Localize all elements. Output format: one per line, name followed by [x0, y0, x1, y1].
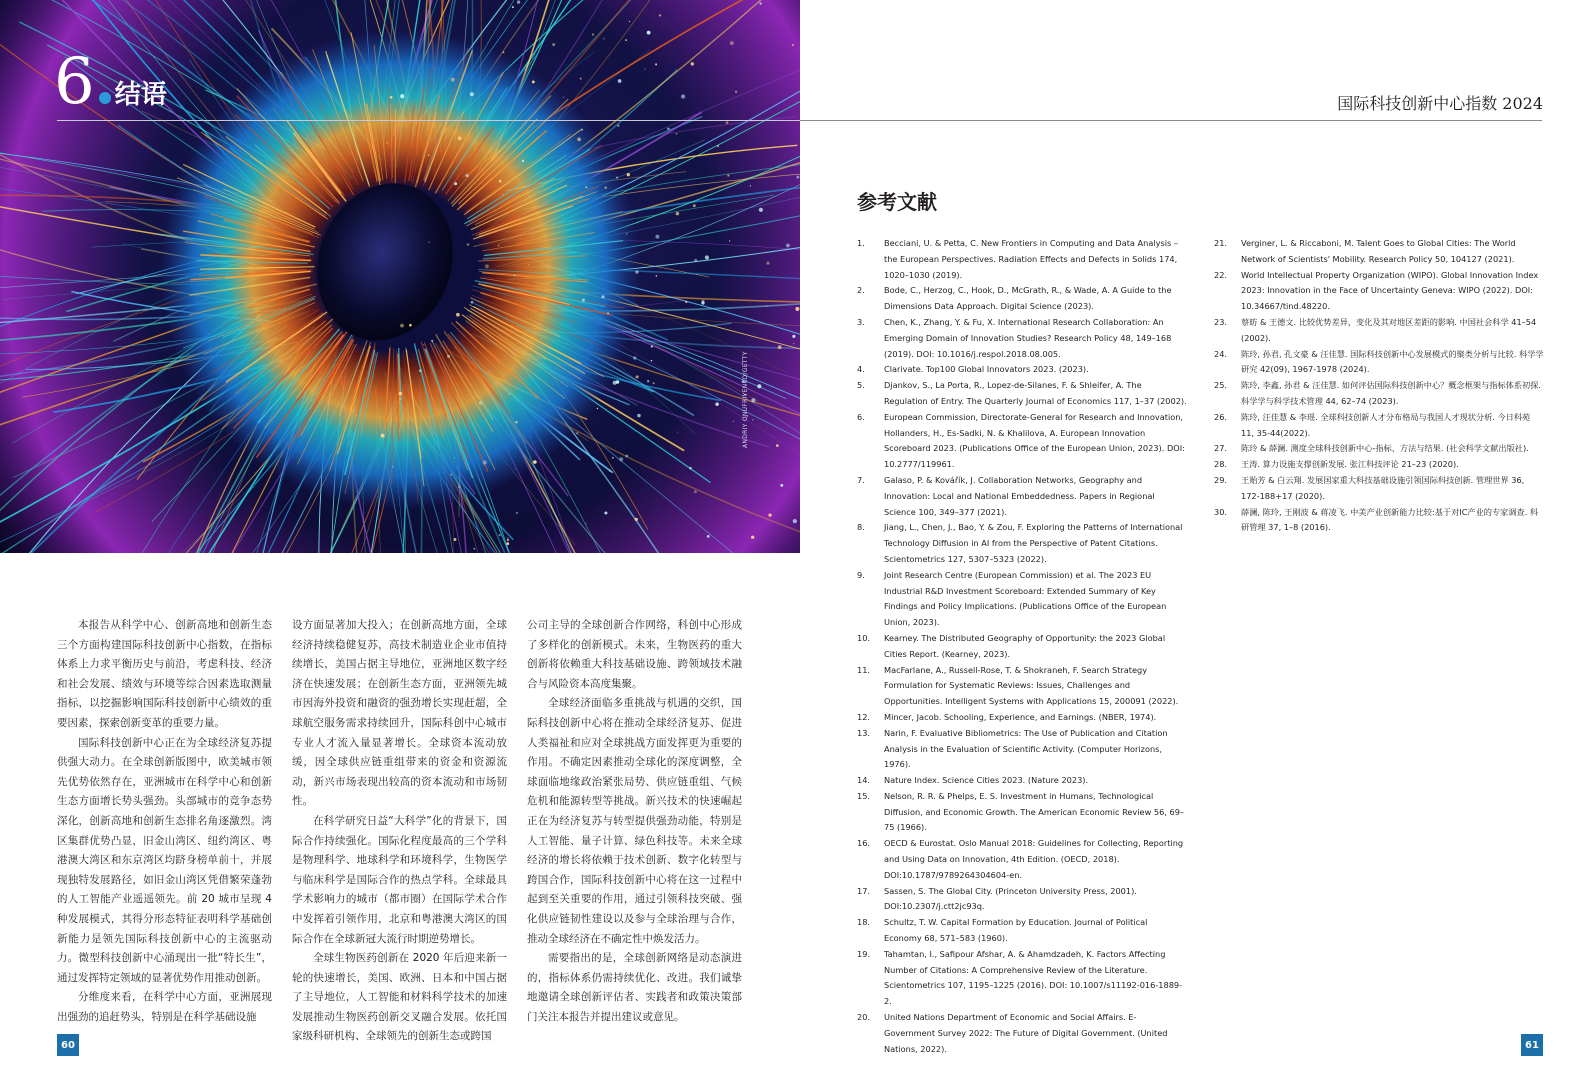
sparkle-dot [580, 78, 582, 80]
sparkle-dot [447, 355, 450, 358]
paragraph: 全球生物医药创新在 2020 年后迎来新一轮的快速增长，美国、欧洲、日本和中国占据了主导地位，人工智能和材料科学技术的加速发展推动生物医药创新交叉融合发展。依托国家级科研机构、全球领先的创新生态或跨国 [292, 952, 507, 1043]
sparkle-dot [693, 204, 696, 207]
reference-number: 14. [857, 775, 871, 786]
sparkle-dot [508, 393, 509, 394]
sparkle-dot [727, 174, 729, 176]
sparkle-dot [707, 535, 710, 538]
sparkle-dot [750, 185, 751, 186]
sparkle-dot [515, 468, 516, 469]
sparkle-dot [498, 245, 500, 247]
sparkle-dot [796, 176, 799, 179]
reference-text: Mincer, Jacob. Schooling, Experience, and Earnings. (NBER, 1974). [884, 711, 1157, 722]
sparkle-dot [429, 242, 430, 243]
sparkle-dot [399, 392, 402, 395]
sparkle-dot [667, 128, 669, 130]
reference-item [857, 473, 1187, 520]
reference-item [857, 947, 1187, 1010]
sparkle-dot [627, 173, 630, 176]
sparkle-dot [751, 536, 754, 539]
chapter-title: 结语 [114, 80, 167, 110]
sparkle-dot [390, 96, 393, 99]
reference-text: 薛澜, 陈玲, 王刚波 & 蒋凌飞. 中美产业创新能力比较:基于对IC产业的专家调查. 科研管理 37, 1–8 (2016). [1241, 506, 1539, 533]
sparkle-dot [465, 174, 468, 177]
reference-number: 11. [857, 664, 871, 675]
sparkle-dot [552, 43, 555, 46]
reference-number: 3. [857, 316, 865, 327]
reference-item [1214, 315, 1544, 347]
sparkle-dot [676, 212, 680, 216]
reference-number: 16. [857, 838, 871, 849]
sparkle-dot [701, 301, 704, 304]
sparkle-dot [592, 33, 594, 35]
sparkle-dot [778, 345, 782, 349]
reference-text: MacFarlane, A., Russell-Rose, T. & Shokraneh, F. Search Strategy Formulation for Systematic Reviews: Issues, Challenges and Opportunities. Intelligent Systems with Applications 15, 200091 (2022). [884, 664, 1179, 707]
sparkle-dot [499, 180, 502, 183]
chapter-number: 6 [54, 45, 95, 119]
sparkle-dot [759, 208, 763, 212]
sparkle-dot [735, 91, 737, 93]
sparkle-dot [766, 305, 767, 306]
sparkle-dot [514, 274, 516, 276]
body-column-3 [527, 616, 742, 1027]
sparkle-dot [423, 344, 424, 345]
paragraph: 公司主导的全球创新合作网络，科创中心形成了多样化的创新模式。未来，生物医药的重大创新将依赖重大科技基础设施、跨领域技术融合与风险资本高度集聚。 [527, 619, 742, 690]
reference-text: Nelson, R. R. & Phelps, E. S. Investment in Humans, Technological Diffusion, and Economic Growth. The American Economic Review 56, 69–75 (1966). [884, 790, 1185, 833]
reference-number: 10. [857, 632, 871, 643]
sparkle-dot [733, 421, 734, 422]
sparkle-dot [795, 307, 799, 311]
sparkle-dot [653, 382, 655, 384]
sparkle-dot [563, 96, 564, 97]
sparkle-dot [507, 537, 509, 539]
sparkle-dot [458, 486, 460, 488]
sparkle-dot [386, 142, 388, 144]
reference-text: Tahamtan, I., Safipour Afshar, A. & Ahamdzadeh, K. Factors Affecting Number of Citations: A Comprehensive Review of the Literature. Scientometrics 107, 1195–1225 (2016). DOI: 10.1007/s11192-016-1889-2. [884, 948, 1183, 1007]
sparkle-dot [577, 138, 581, 142]
reference-text: Schultz, T. W. Capital Formation by Education. Journal of Political Economy 68, 571–583 (1960). [884, 917, 1148, 944]
sparkle-dot [633, 356, 636, 359]
sparkle-dot [454, 457, 455, 458]
reference-item [1214, 236, 1544, 268]
sparkle-dot [576, 432, 578, 434]
reference-item [857, 726, 1187, 773]
sparkle-dot [689, 467, 692, 470]
sparkle-dot [685, 301, 687, 303]
sparkle-dot [694, 490, 697, 493]
reference-number: 28. [1214, 459, 1228, 470]
sparkle-dot [647, 380, 649, 382]
sparkle-dot [409, 324, 412, 327]
reference-item [857, 283, 1187, 315]
sparkle-dot [450, 474, 451, 475]
reference-text: Djankov, S., La Porta, R., Lopez-de-Silanes, F. & Shleifer, A. The Regulation of Entry. The Quarterly Journal of Economics 117, 1–37 (2002). [884, 380, 1187, 406]
reference-item [1214, 505, 1544, 537]
reference-item [857, 915, 1187, 947]
sparkle-dot [532, 80, 535, 83]
reference-text: Chen, K., Zhang, Y. & Fu, X. International Research Collaboration: An Emerging Domain of Innovation Studies? Research Policy 48, 149–168 (2019). DOI: 10.1016/j.respol.2018.08.005. [884, 316, 1172, 359]
sparkle-dot [659, 14, 661, 16]
reference-number: 7. [857, 474, 865, 485]
reference-number: 26. [1214, 411, 1228, 422]
reference-number: 20. [857, 1012, 871, 1023]
reference-text: Galaso, P. & Kovářík, J. Collaboration Networks, Geography and Innovation: Local and National Embeddedness. Papers in Regional Science 100, 349–377 (2021). [884, 474, 1155, 517]
sparkle-dot [757, 384, 761, 388]
sparkle-dot [619, 457, 623, 461]
header-rule [57, 120, 1542, 121]
reference-item [857, 663, 1187, 710]
reference-number: 30. [1214, 506, 1228, 517]
sparkle-dot [792, 44, 794, 46]
reference-text: Verginer, L. & Riccaboni, M. Talent Goes to Global Cities: The World Network of Scientists' Mobility. Research Policy 50, 104127 (2021). [1241, 238, 1516, 264]
sparkle-dot [676, 133, 678, 135]
running-title: 国际科技创新中心指数 2024 [1337, 94, 1543, 113]
reference-number: 29. [1214, 474, 1228, 485]
reference-item [1214, 378, 1544, 410]
reference-number: 22. [1214, 269, 1228, 280]
reference-number: 17. [857, 885, 871, 896]
sparkle-dot [786, 244, 790, 248]
reference-number: 12. [857, 711, 871, 722]
sparkle-dot [618, 79, 622, 83]
reference-number: 19. [857, 948, 871, 959]
reference-text: Narin, F. Evaluative Bibliometrics: The Use of Publication and Citation Analysis in the Evaluation of Scientific Activity. (Computer Horizons, 1976). [884, 727, 1168, 770]
sparkle-dot [605, 187, 607, 189]
sparkle-dot [651, 360, 652, 361]
reference-item [857, 884, 1187, 916]
paragraph: 国际科技创新中心正在为全球经济复苏提供强大动力。在全球创新版图中，欧美城市领先优势依然存在，亚洲城市在科学中心和创新生态方面增长势头强劲。头部城市的竞争态势深化，创新高地和创新生态排名角逐激烈。湾区集群优势凸显，旧金山湾区、纽约湾区、粤港澳大湾区和东京湾区均跻身榜单前十，并展现独特发展路径，如旧金山湾区凭借繁荣蓬勃的人工智能产业遥遥领先。前 20 城市呈现 4 种发展模式，其得分形态特征表明科学基础创新能力是领先国际科技创新中心的主流驱动力。微型科技创新中心涌现出一批“特长生”，通过发挥特定领域的显著优势作用推动创新。 [57, 736, 272, 984]
reference-item [857, 710, 1187, 726]
sparkle-dot [635, 270, 639, 274]
reference-text: Joint Research Centre (European Commission) et al. The 2023 EU Industrial R&D Investment Scoreboard: Extended Summary of Key Findings and Policy Implications. (Publications Office of the European Union, 2023). [884, 569, 1167, 628]
sparkle-dot [717, 145, 719, 147]
reference-item [1214, 441, 1544, 457]
sparkle-dot [617, 125, 619, 127]
page-number-right: 61 [1521, 1034, 1543, 1056]
reference-number: 24. [1214, 348, 1228, 359]
sparkle-dot [726, 121, 729, 124]
reference-item [857, 773, 1187, 789]
sparkle-dot [515, 421, 517, 423]
sparkle-dot [458, 136, 462, 140]
reference-item [857, 315, 1187, 362]
references-column-2 [1214, 236, 1544, 536]
sparkle-dot [609, 470, 610, 471]
references-column-1 [857, 236, 1187, 1057]
sparkle-dot [793, 519, 797, 523]
reference-text: Clarivate. Top100 Global Innovators 2023. (2023). [884, 364, 1089, 375]
sparkle-dot [729, 240, 730, 241]
paragraph: 全球经济面临多重挑战与机遇的交织，国际科技创新中心将在推动全球经济复苏、促进人类福祉和应对全球挑战方面发挥更为重要的作用。不确定因素推动全球化的深度调整，全球面临地缘政治紧张局势、供应链重组、气候危机和能源转型等挑战。新兴技术的快速崛起正在为经济复苏与转型提供强劲动能，特别是人工智能、量子计算、绿色科技等。未来全球经济的增长将依赖于技术创新、数字化转型与跨国合作，国际科技创新中心将在这一过程中起到至关重要的作用，通过引领科技突破、强化供应链韧性建设以及参与全球治理与合作，推动全球经济在不确定性中焕发活力。 [527, 697, 742, 945]
sparkle-dot [533, 460, 537, 464]
sparkle-dot [516, 512, 518, 514]
reference-number: 4. [857, 364, 865, 375]
sparkle-dot [419, 369, 422, 372]
reference-text: United Nations Department of Economic and Social Affairs. E-Government Survey 2022: The Future of Digital Government. (United Nations, 2022). [884, 1012, 1168, 1054]
sparkle-dot [431, 340, 433, 342]
sparkle-dot [597, 408, 598, 409]
chapter-heading [54, 45, 167, 119]
sparkle-dot [612, 457, 614, 459]
sparkle-dot [400, 324, 404, 328]
sparkle-dot [470, 92, 474, 96]
sparkle-dot [792, 335, 795, 338]
reference-item [857, 410, 1187, 473]
sparkle-dot [586, 523, 587, 524]
sparkle-dot [677, 432, 678, 433]
sparkle-dot [694, 259, 697, 262]
reference-text: 陈玲 & 薛澜. 测度全球科技创新中心-指标、方法与结果. (社会科学文献出版社). [1241, 443, 1529, 454]
paragraph: 分维度来看，在科学中心方面，亚洲展现出强劲的追赶势头，特别是在科学基础设施 [57, 991, 272, 1023]
sparkle-dot [451, 78, 455, 82]
sparkle-dot [681, 94, 685, 98]
sparkle-dot [768, 513, 771, 516]
reference-item [1214, 347, 1544, 379]
references-heading: 参考文献 [857, 190, 937, 214]
paragraph: 在科学研究日益“大科学”化的背景下，国际合作持续强化。国际化程度最高的三个学科是物理科学、地球科学和环境科学，生物医学与临床科学是国际合作的热点学科。全球最具学术影响力的城市（都市圈）在国际学术合作中发挥着引领作用，北京和粤港澳大湾区的国际合作在全球新冠大流行时期逆势增长。 [292, 814, 507, 945]
reference-text: 王贻芳 & 白云翔. 发展国家重大科技基础设施引领国际科技创新. 管理世界 36, 172-188+17 (2020). [1241, 474, 1525, 501]
sparkle-dot [603, 38, 604, 39]
sparkle-dot [456, 313, 460, 317]
sparkle-dot [506, 542, 509, 545]
reference-item [857, 378, 1187, 410]
sparkle-dot [392, 466, 394, 468]
reference-text: Kearney. The Distributed Geography of Opportunity: the 2023 Global Cities Report. (Kearney, 2023). [884, 632, 1166, 659]
header-rule-over-image [57, 120, 800, 121]
sparkle-dot [483, 460, 487, 464]
paragraph: 需要指出的是，全球创新网络是动态演进的，指标体系仍需持续优化、改进。我们诚挚地邀请全球创新评估者、实践者和政策决策部门关注本报告并提出建议或意见。 [527, 952, 742, 1023]
sparkle-dot [766, 262, 769, 265]
reference-text: European Commission, Directorate-General for Research and Innovation, Hollanders, H., Es-Sadki, N. & Khalilova, A. European Innovation Scoreboard 2023. (Publications Office of the European Union, 2023). DOI: 10.2777/119961. [884, 411, 1185, 470]
sparkle-dot [644, 68, 645, 69]
reference-number: 21. [1214, 238, 1228, 248]
sparkle-dot [601, 295, 604, 298]
reference-number: 13. [857, 727, 871, 738]
sparkle-dot [780, 484, 783, 487]
sparkle-dot [400, 94, 404, 98]
sparkle-dot [502, 194, 504, 196]
reference-item [1214, 457, 1544, 473]
sparkle-dot [467, 243, 470, 246]
sparkle-dot [503, 51, 505, 53]
sparkle-dot [635, 518, 638, 521]
reference-item [1214, 268, 1544, 315]
paragraph: 本报告从科学中心、创新高地和创新生态三个方面构建国际科技创新中心指数，在指标体系上力求平衡历史与前沿，考虑科技、经济和社会发展、绩效与环境等综合因素选取测量指标，以挖掘影响国际科技创新中心绩效的重要因素，探索创新变革的重要力量。 [57, 619, 272, 729]
reference-number: 27. [1214, 443, 1228, 454]
reference-text: 陈玲, 李鑫, 孙君 & 汪佳慧. 如何评估国际科技创新中心？概念框架与指标体系初探. 科学学与科学技术管理 44, 62–74 (2023). [1241, 380, 1541, 406]
reference-text: Nature Index. Science Cities 2023. (Nature 2023). [884, 775, 1089, 786]
sparkle-dot [473, 548, 475, 550]
sparkle-dot [381, 434, 385, 438]
reference-number: 6. [857, 411, 865, 422]
reference-item [857, 836, 1187, 883]
sparkle-dot [655, 235, 659, 239]
reference-item [1214, 410, 1544, 442]
sparkle-dot [616, 380, 620, 384]
reference-number: 1. [857, 238, 865, 248]
reference-number: 18. [857, 917, 871, 928]
reference-text: Becciani, U. & Petta, C. New Frontiers in Computing and Data Analysis – the European Perspectives. Radiation Effects and Defects in Solids 174, 1020–1030 (2019). [884, 238, 1178, 280]
sparkle-dot [691, 62, 694, 65]
reference-text: 陈玲, 孙君, 孔文豪 & 汪佳慧. 国际科技创新中心发展模式的聚类分析与比较. 科学学研究 42(09), 1967-1978 (2024). [1241, 348, 1544, 375]
sparkle-dot [485, 264, 489, 268]
sparkle-dot [637, 414, 640, 417]
sparkle-dot [625, 455, 628, 458]
sparkle-dot [471, 301, 474, 304]
sparkle-dot [625, 39, 627, 41]
sparkle-dot [752, 419, 753, 420]
reference-text: Bode, C., Herzog, C., Hook, D., McGrath, R., & Wade, A. A Guide to the Dimensions Data Approach. Digital Science (2023). [884, 285, 1172, 312]
sparkle-dot [647, 31, 651, 35]
sparkle-dot [655, 63, 657, 65]
paragraph: 设方面显著加大投入；在创新高地方面，全球经济持续稳健复苏，高技术制造业企业市值持续增长，美国占据主导地位，亚洲地区数字经济在快速发展；在创新生态方面，亚洲领先城市因海外投资和融资的强劲增长实现赶超，全球航空服务需求持续回升，国际科创中心城市专业人才流入量显著增长。全球资本流动放缓，因全球供应链重组带来的资金和资源流动，新兴市场表现出较高的资本流动和市场韧性。 [292, 619, 507, 808]
sparkle-dot [607, 312, 609, 314]
sparkle-dot [616, 177, 618, 179]
reference-number: 9. [857, 569, 865, 580]
reference-item [857, 520, 1187, 567]
reference-text: 王涛. 算力设施支撑创新发展. 张江科技评论 21–23 (2020). [1241, 459, 1459, 470]
sparkle-dot [793, 343, 794, 344]
sparkle-dot [400, 398, 401, 399]
sparkle-dot [528, 264, 529, 265]
sparkle-dot [730, 41, 734, 45]
sparkle-dot [759, 2, 761, 4]
sparkle-dot [454, 182, 457, 185]
reference-number: 25. [1214, 380, 1228, 391]
sparkle-dot [636, 375, 639, 378]
chapter-dot-icon [99, 92, 111, 104]
reference-item [857, 236, 1187, 283]
sparkle-dot [581, 129, 583, 131]
sparkle-dot [715, 403, 718, 406]
sparkle-dot [776, 444, 779, 447]
reference-number: 8. [857, 522, 865, 533]
reference-text: World Intellectual Property Organization (WIPO). Global Innovation Index 2023: Innovation in the Face of Uncertainty Geneva: WIPO (2022). DOI: 10.34667/tind.48220. [1241, 269, 1539, 312]
reference-item [857, 789, 1187, 836]
reference-number: 23. [1214, 316, 1228, 327]
sparkle-dot [428, 154, 430, 156]
page-number-left: 60 [57, 1034, 79, 1056]
sparkle-dot [626, 233, 627, 234]
sparkle-dot [585, 186, 587, 188]
reference-text: Sassen, S. The Global City. (Princeton University Press, 2001). DOI:10.2307/j.ctt2jc93q. [884, 885, 1137, 912]
sparkle-dot [479, 401, 483, 405]
image-credit: ANDRIY ONUFRIYENKO/GETTY [742, 351, 749, 448]
sparkle-dot [656, 275, 658, 277]
reference-item [857, 568, 1187, 631]
sparkle-dot [522, 160, 524, 162]
sparkle-dot [604, 511, 607, 514]
reference-item [857, 362, 1187, 378]
body-column-2 [292, 616, 507, 1047]
sparkle-dot [582, 299, 585, 302]
reference-item [1214, 473, 1544, 505]
reference-number: 15. [857, 790, 871, 801]
reference-item [857, 631, 1187, 663]
sparkle-dot [499, 534, 501, 536]
sparkle-dot [512, 6, 514, 8]
body-column-1 [57, 616, 272, 1027]
sparkle-dot [454, 538, 457, 541]
reference-number: 2. [857, 285, 865, 296]
reference-number: 5. [857, 380, 865, 391]
sparkle-dot [651, 345, 653, 347]
reference-text: 蔡昉 & 王德文. 比较优势差异，变化及其对地区差距的影响. 中国社会科学 41–54 (2002). [1241, 316, 1537, 343]
sparkle-dot [705, 255, 709, 259]
reference-text: 陈玲, 汪佳慧 & 李瑶. 全球科技创新人才分布格局与我国人才现状分析. 今日科苑 11, 35-44(2022). [1241, 411, 1531, 438]
sparkle-dot [629, 21, 630, 22]
reference-text: OECD & Eurostat. Oslo Manual 2018: Guidelines for Collecting, Reporting and Using Data on Innovation, 4th Edition. (OECD, 2018). DOI:10.1787/9789264304604-en. [884, 838, 1184, 880]
reference-text: Jiang, L., Chen, J., Bao, Y. & Zou, F. Exploring the Patterns of International Technology Diffusion in AI from the Perspective of Patent Citations. Scientometrics 127, 5307–5323 (2022). [884, 522, 1183, 564]
sparkle-dot [507, 539, 509, 541]
sparkle-dot [517, 0, 520, 3]
reference-item [857, 1010, 1187, 1057]
